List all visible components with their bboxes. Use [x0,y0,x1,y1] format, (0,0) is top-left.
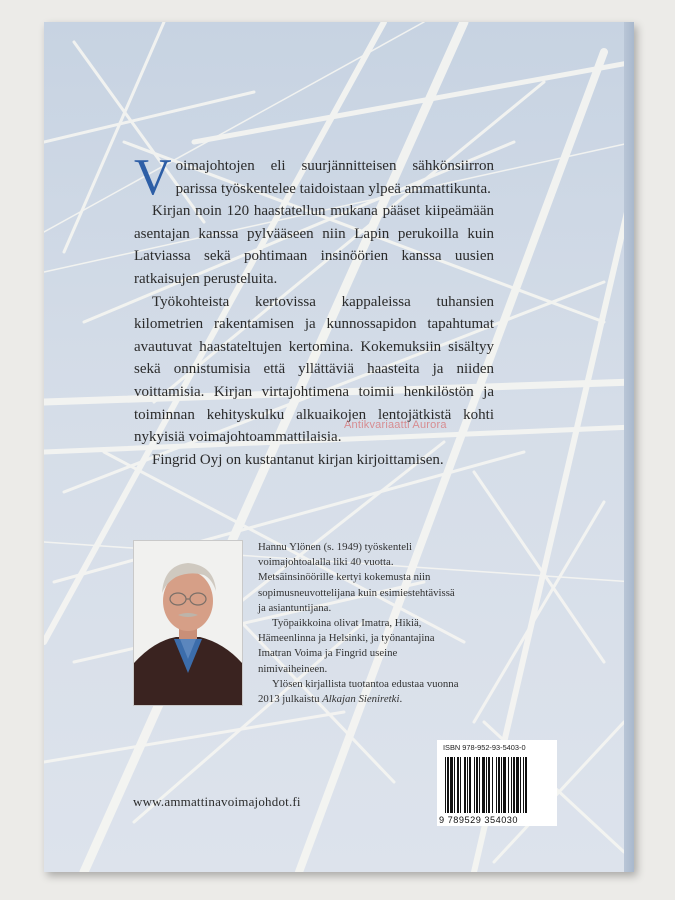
author-photo [133,540,243,706]
isbn-label: ISBN 978-952-93-5403-0 [443,743,526,752]
isbn-barcode-panel [437,740,557,826]
barcode-bar [479,757,480,813]
barcode-bar [513,757,515,813]
barcode-bar [460,757,461,813]
barcode-bar [454,757,455,813]
website-url: www.ammattinavoimajohdot.fi [133,794,301,809]
cover-edge [624,22,634,872]
barcode-graphic [445,757,549,813]
blurb-paragraph: Työkohteista kertovissa kappaleissa tuhansien kilometrien rakentamisen ja kunnossapidon tapahtumat avautuvat haastateltujen kertomina. Kokemuksiin sisältyy sekä onnistumisia että yllättäviä haasteita ja niiden voittamisia. Kirjan virtajohtimena toimii henkilöstön ja toiminnan kehityskulku alkuaikojen lentojätkistä kohti nykyisiä voimajohtoammattilaisia. [134,293,494,446]
barcode-bar [496,757,497,813]
barcode-bar [474,757,475,813]
barcode-bar [486,757,487,813]
barcode-bar [457,757,459,813]
barcode-bar [508,757,509,813]
book-back-cover [44,22,634,872]
author-bio-paragraph [258,677,463,707]
barcode-bar [445,757,446,813]
previous-book-title: Alkajan Sieniretki [322,693,400,706]
barcode-bar [501,757,502,813]
barcode-bar [498,757,500,813]
blurb-paragraph [134,149,494,206]
barcode-bar [525,757,527,813]
barcode-bar [469,757,471,813]
blurb-paragraph: Kirjan noin 120 haastatellun mukana pääset kiipeämään asentajan kanssa pylvääseen niin Lapin perukoilla kuin Latviassa sekä pohtimaan insinöörien kanssa uusien ratkaisujen perusteluita. [134,203,494,287]
barcode-bar [516,757,519,813]
barcode-bar [503,757,506,813]
author-portrait [134,541,242,705]
author-bio-paragraph: Työpaikkoina olivat Imatra, Hikiä, Hämeenlinna ja Helsinki, ja työnantajina Imatran Voima ja Fingrid useine nimivaiheineen. [258,617,435,675]
barcode-bar [511,757,512,813]
drop-cap: V [134,149,172,206]
author-bio [258,540,463,707]
barcode-bar [482,757,485,813]
ean-number: 9 789529 354030 [439,815,519,825]
barcode-bar [464,757,466,813]
blurb-paragraph: Fingrid Oyj on kustantanut kirjan kirjoittamisen. [152,451,444,468]
barcode-bar [492,757,493,813]
seller-watermark: Antikvariaatti Aurora [344,419,447,431]
author-bio-text-end: . [399,693,403,706]
barcode-bar [520,757,521,813]
author-bio-text: Ylösen kirjallista tuotantoa edustaa vuonna 2013 julkaistu [258,677,459,706]
barcode-bar [450,757,453,813]
barcode-bar [447,757,449,813]
barcode-bar [476,757,478,813]
barcode-bar [488,757,490,813]
blurb-paragraph-1-text: oimajohtojen eli suurjännitteisen sähkönsiirron parissa työskentelee taidoistaan ylpeä ammattikunta. [175,158,494,197]
author-bio-paragraph: Hannu Ylönen (s. 1949) työskenteli voimajohtoalalla liki 40 vuotta. Metsäinsinöörille kertyi kokemusta niin sopimusneuvottelijana kuin esimiestehtävissä ja asiantuntijana. [258,541,455,614]
barcode-bar [523,757,524,813]
barcode-bar [467,757,468,813]
